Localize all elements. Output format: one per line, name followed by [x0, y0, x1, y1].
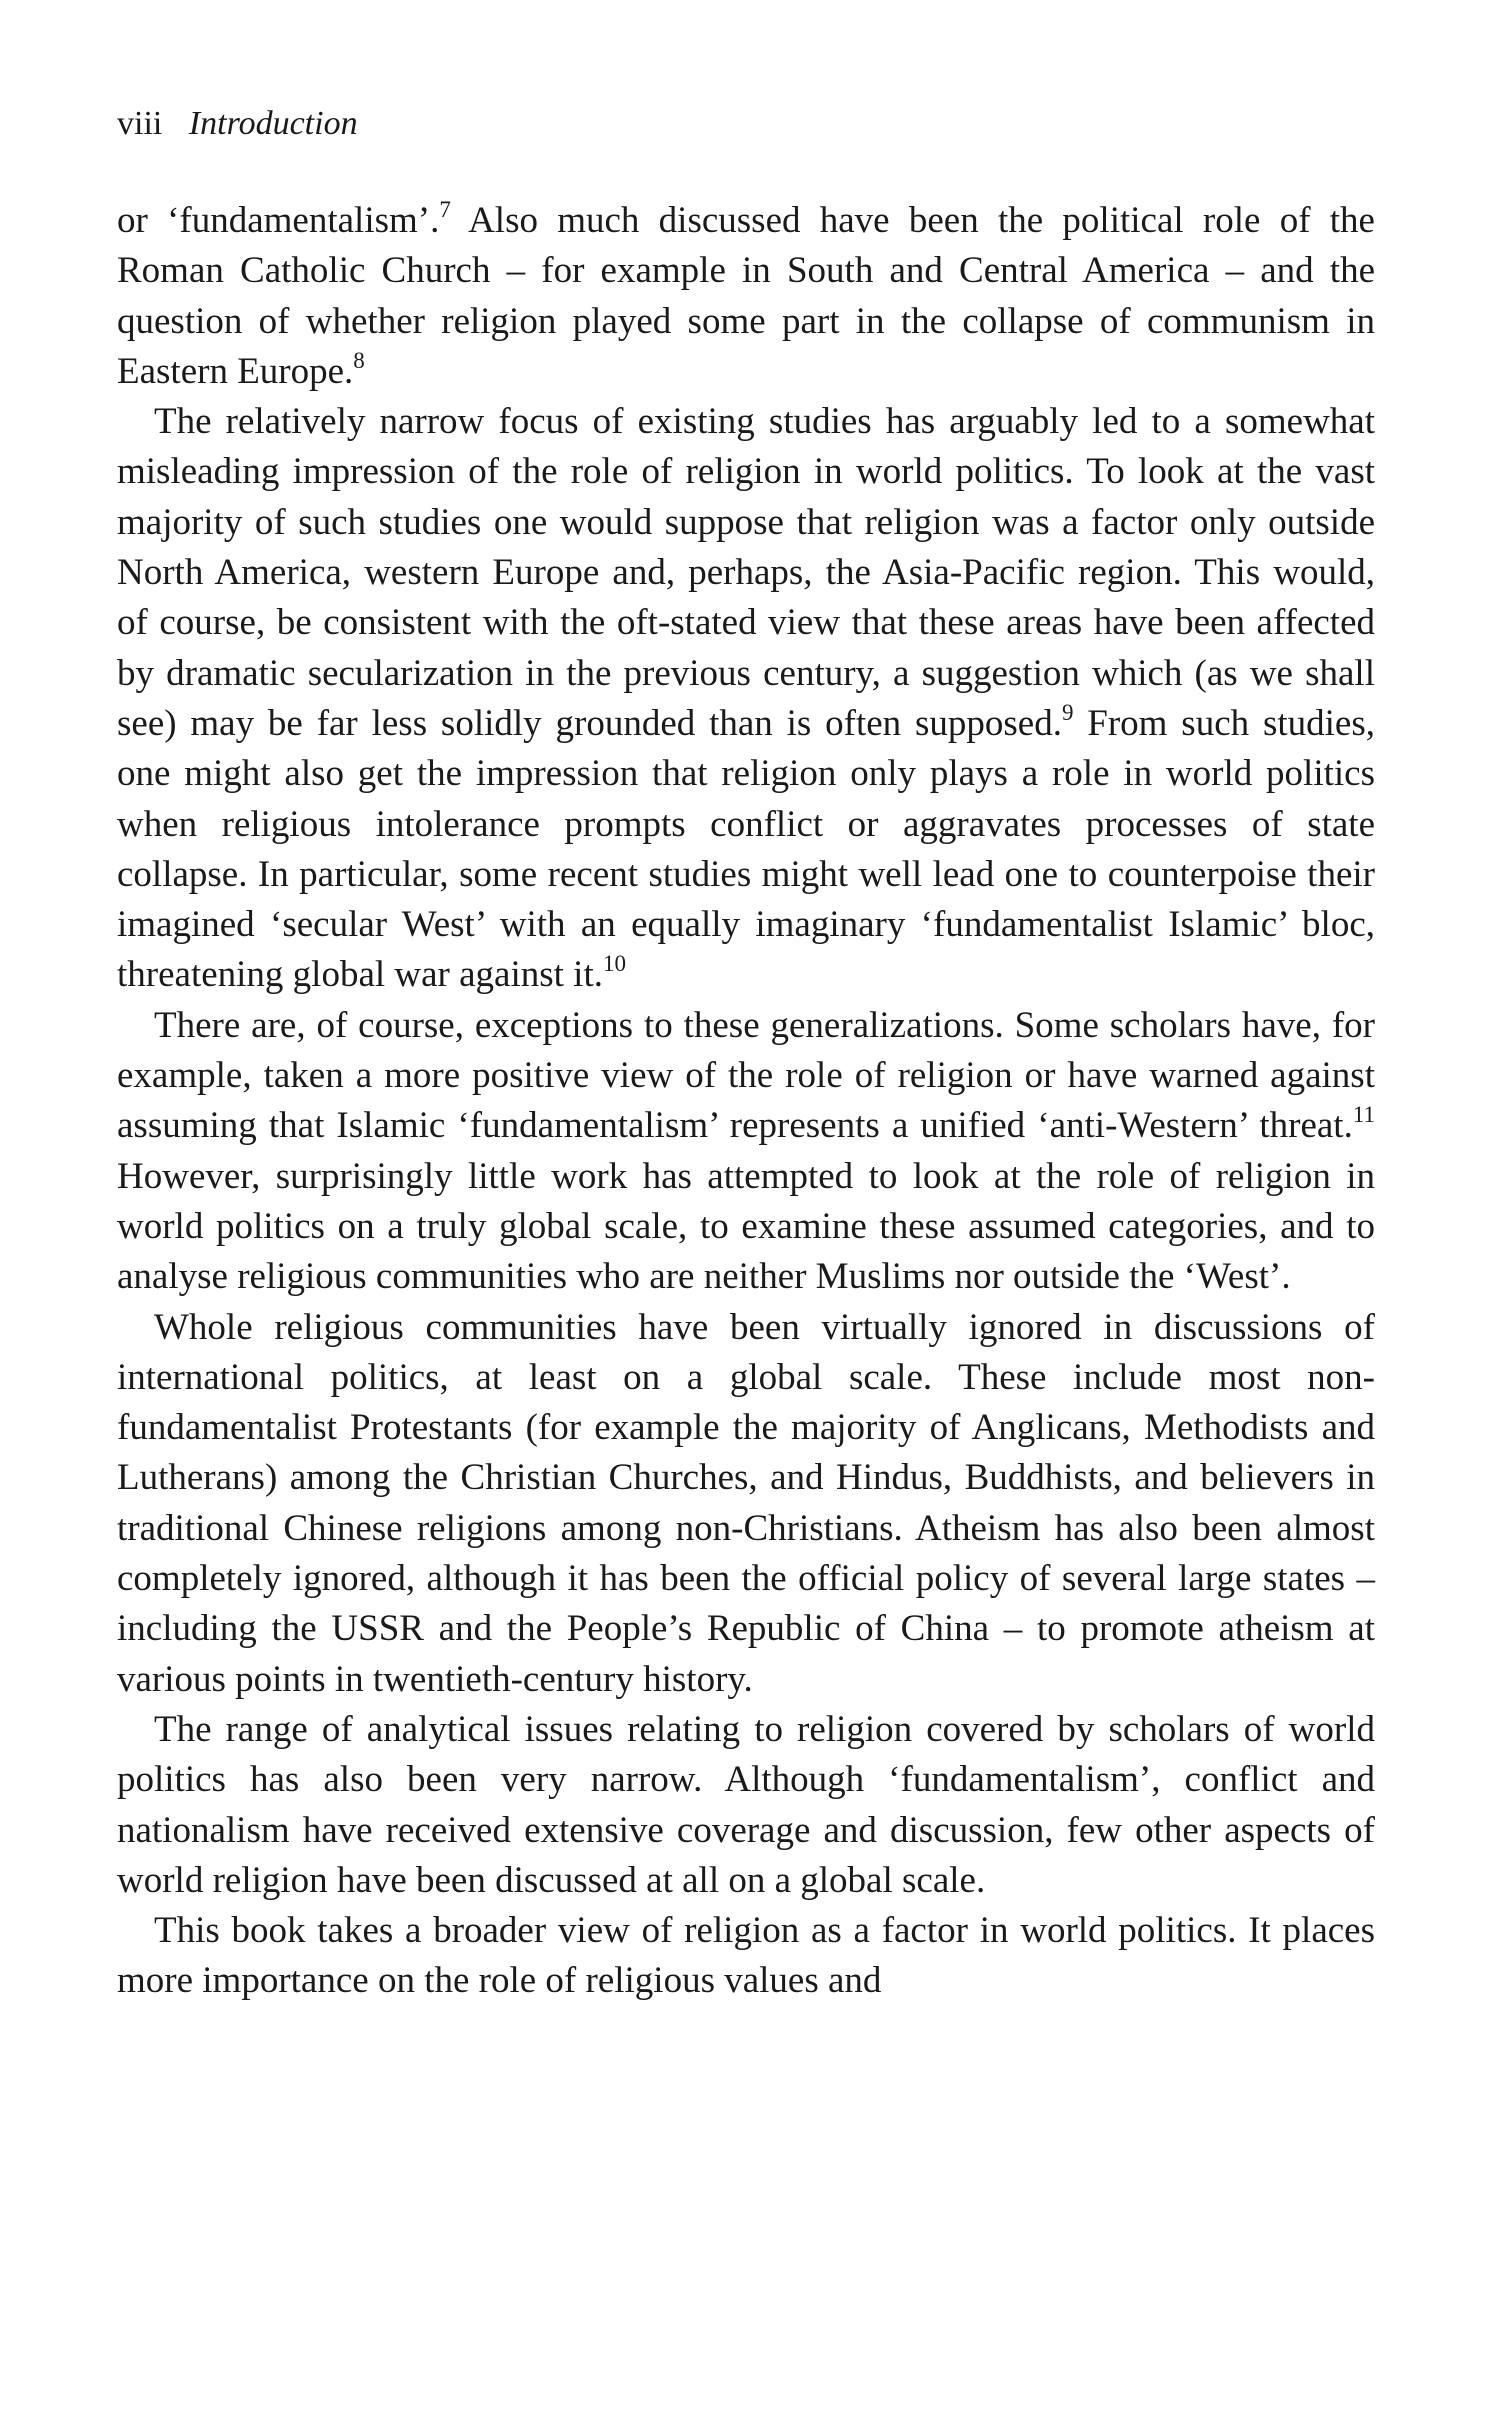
text-segment: This book takes a broader view of religion as a factor in world politics. It places more importance on the role of religious values and — [117, 1910, 1375, 2002]
text-segment: or ‘fundamentalism’. — [117, 200, 440, 241]
book-page — [117, 100, 1375, 2007]
text-segment: Whole religious communities have been virtually ignored in discussions of international politics, at least on a global scale. These include most non-fundamentalist Protestants (for example the majority of Anglicans, Methodists and Lutherans) among the Christian Churches, and Hindus, Buddhists, and believers in traditional Chinese religions among non-Christians. Atheism has also been almost completely ignored, although it has been the official policy of several large states – including the USSR and the People’s Republic of China – to promote atheism at various points in twentieth-century history. — [117, 1306, 1375, 1700]
text-segment: The range of analytical issues relating to religion covered by scholars of world politics has also been very narrow. Although ‘fundamentalism’, conflict and nationalism have received extensive coverage and discussion, few other aspects of world religion have been discussed at all on a global scale. — [117, 1708, 1375, 1901]
body-text — [117, 196, 1375, 2007]
section-title: Introduction — [188, 105, 358, 142]
paragraph-6 — [117, 1906, 1375, 2007]
paragraph-5 — [117, 1705, 1375, 1906]
text-segment: There are, of course, exceptions to these generalizations. Some scholars have, for example, taken a more positive view of the role of religion or have warned against assuming that Islamic ‘fundamentalism’ represents a unified ‘anti-Western’ threat. — [117, 1004, 1375, 1147]
text-segment: Also much discussed have been the political role of the Roman Catholic Church – for example in South and Central America – and the question of whether religion played some part in the collapse of communism in Eastern Europe. — [117, 200, 1375, 392]
paragraph-1 — [117, 196, 1375, 397]
footnote-marker-8: 8 — [353, 347, 365, 373]
footnote-marker-9: 9 — [1061, 699, 1074, 725]
paragraph-4 — [117, 1303, 1375, 1705]
footnote-marker-10: 10 — [603, 951, 626, 977]
footnote-marker-11: 11 — [1352, 1102, 1375, 1128]
text-segment: However, surprisingly little work has attempted to look at the role of religion in world politics on a truly global scale, to examine these assumed categories, and to analyse religious communities who are neither Muslims nor outside the ‘West’. — [117, 1155, 1375, 1298]
page-number: viii — [117, 105, 163, 142]
text-segment: The relatively narrow focus of existing studies has arguably led to a somewhat misleading impression of the role of religion in world politics. To look at the vast majority of such studies one would suppose that religion was a factor only outside North America, western Europe and, perhaps, the Asia-Pacific region. This would, of course, be consistent with the oft-stated view that these areas have been affected by dramatic secularization in the previous century, a suggestion which (as we shall see) may be far less solidly grounded than is often supposed. — [117, 401, 1375, 744]
running-head — [117, 100, 1375, 148]
paragraph-2 — [117, 397, 1375, 1001]
text-segment: From such studies, one might also get the impression that religion only plays a role in world politics when religious intolerance prompts conflict or aggravates processes of state collapse. In particular, some recent studies might well lead one to counterpoise their imagined ‘secular West’ with an equally imaginary ‘fundamentalist Islamic’ bloc, threatening global war against it. — [117, 702, 1375, 996]
footnote-marker-7: 7 — [439, 197, 451, 222]
paragraph-3 — [117, 1001, 1375, 1303]
